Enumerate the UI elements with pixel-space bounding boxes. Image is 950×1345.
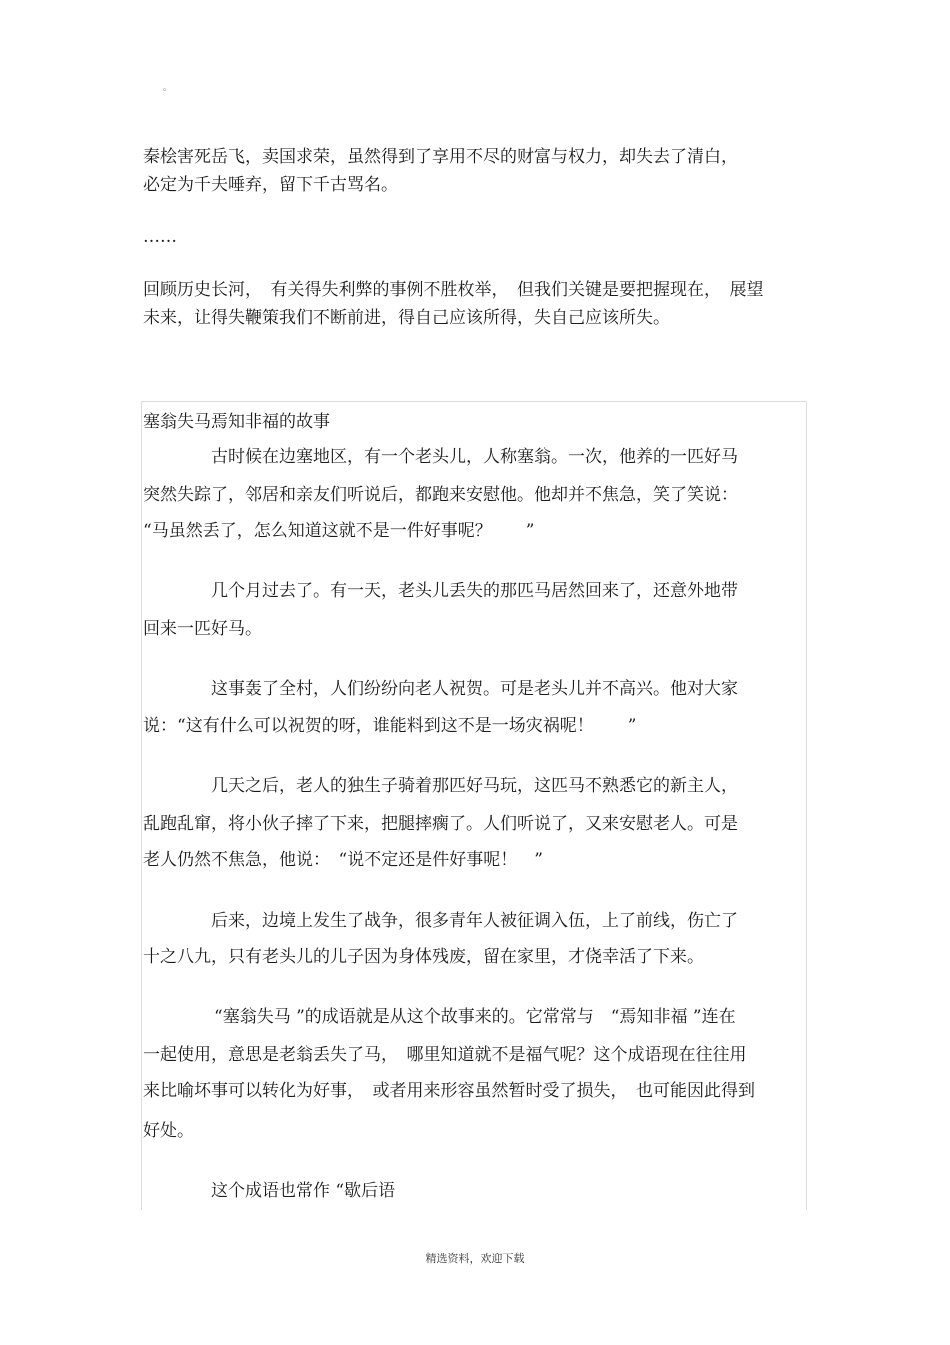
story-line: 来比喻坏事可以转化为好事， 或者用来形容虽然暂时受了损失， 也可能因此得到 xyxy=(143,1081,755,1101)
paragraph-2-line-1: 回顾历史长河， 有关得失利弊的事例不胜枚举， 但我们关键是要把握现在， 展望 xyxy=(143,280,764,300)
story-line: 后来，边境上发生了战争，很多青年人被征调入伍，上了前线，伤亡了 xyxy=(211,911,738,931)
ellipsis: …… xyxy=(143,227,177,247)
paragraph-1-line-1: 秦桧害死岳飞，卖国求荣，虽然得到了享用不尽的财富与权力，却失去了清白， xyxy=(143,147,738,167)
story-line: 突然失踪了，邻居和亲友们听说后，都跑来安慰他。他却并不焦急，笑了笑说： xyxy=(143,485,738,505)
story-line: 这事轰了全村，人们纷纷向老人祝贺。可是老头儿并不高兴。他对大家 xyxy=(211,679,738,699)
story-title: 塞翁失马焉知非福的故事 xyxy=(143,412,330,432)
story-line: 古时候在边塞地区，有一个老头儿，人称塞翁。一次，他养的一匹好马 xyxy=(211,447,738,467)
story-line: 几天之后，老人的独生子骑着那匹好马玩，这匹马不熟悉它的新主人， xyxy=(211,776,738,796)
story-line: 好处。 xyxy=(143,1121,194,1141)
page-footer: 精选资料，欢迎下载 xyxy=(425,1252,525,1265)
story-line: 这个成语也常作 “歇后语 xyxy=(211,1181,396,1201)
paragraph-2-line-2: 未来，让得失鞭策我们不断前进，得自己应该所得，失自己应该所失。 xyxy=(143,308,670,328)
story-line: “马虽然丢了，怎么知道这就不是一件好事呢？ ” xyxy=(143,521,535,541)
story-line: 几个月过去了。有一天，老头儿丢失的那匹马居然回来了，还意外地带 xyxy=(211,581,738,601)
story-line: 老人仍然不焦急，他说： “说不定还是件好事呢！ ” xyxy=(143,850,543,870)
story-line: 乱跑乱窜，将小伙子摔了下来，把腿摔瘸了。人们听说了，又来安慰老人。可是 xyxy=(143,814,738,834)
paragraph-1-line-2: 必定为千夫唾弃，留下千古骂名。 xyxy=(143,175,398,195)
top-mark: 。 xyxy=(163,83,173,93)
story-line: 十之八九，只有老头儿的儿子因为身体残废，留在家里，才侥幸活了下来。 xyxy=(143,947,704,967)
story-line: 一起使用，意思是老翁丢失了马， 哪里知道就不是福气呢？这个成语现在往往用 xyxy=(143,1045,747,1065)
story-line: 说：“这有什么可以祝贺的呀，谁能料到这不是一场灾祸呢！ ” xyxy=(143,716,637,736)
story-line: “塞翁失马 ”的成语就是从这个故事来的。它常常与 “焉知非福 ”连在 xyxy=(214,1007,736,1027)
story-line: 回来一匹好马。 xyxy=(143,619,262,639)
